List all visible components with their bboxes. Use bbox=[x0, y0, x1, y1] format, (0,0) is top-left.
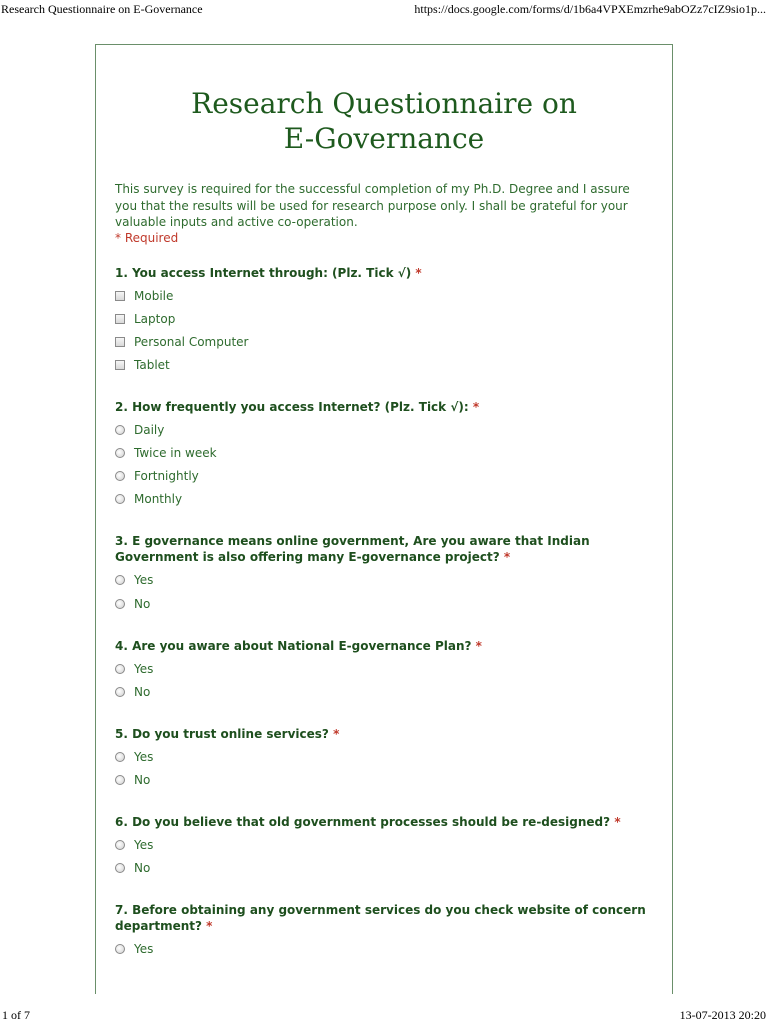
radio-button[interactable] bbox=[115, 575, 125, 585]
option-label: Laptop bbox=[134, 312, 176, 326]
radio-button[interactable] bbox=[115, 752, 125, 762]
q4-option-yes[interactable] bbox=[115, 660, 153, 678]
form-title-line-1: Research Questionnaire on bbox=[191, 87, 577, 120]
checkbox[interactable] bbox=[115, 314, 125, 324]
form-description: This survey is required for the successful completion of my Ph.D. Degree and I assure you that the results will be used for research purpose only. I shall be grateful for your valuable inputs and active co-operation. bbox=[115, 182, 630, 229]
radio-button[interactable] bbox=[115, 425, 125, 435]
option-label: Mobile bbox=[134, 289, 174, 303]
q1-option-tablet[interactable] bbox=[115, 356, 170, 374]
q3-option-yes[interactable] bbox=[115, 571, 153, 589]
question-5 bbox=[115, 726, 655, 742]
radio-button[interactable] bbox=[115, 775, 125, 785]
q2-option-twice-in-week[interactable] bbox=[115, 444, 217, 462]
question-5-text: 5. Do you trust online services? bbox=[115, 727, 329, 741]
print-datetime: 13-07-2013 20:20 bbox=[679, 1008, 766, 1022]
checkbox[interactable] bbox=[115, 337, 125, 347]
q2-option-fortnightly[interactable] bbox=[115, 467, 199, 485]
question-7-text: 7. Before obtaining any government services do you check website of concern department? bbox=[115, 903, 646, 933]
q6-option-no[interactable] bbox=[115, 859, 150, 877]
page-number: 1 of 7 bbox=[2, 1008, 30, 1022]
required-star: * bbox=[472, 400, 480, 414]
form-card bbox=[95, 44, 673, 994]
radio-button[interactable] bbox=[115, 863, 125, 873]
print-footer bbox=[0, 1008, 768, 1024]
option-label: Daily bbox=[134, 423, 165, 437]
checkbox[interactable] bbox=[115, 360, 125, 370]
q6-option-yes[interactable] bbox=[115, 836, 153, 854]
q1-option-mobile[interactable] bbox=[115, 287, 173, 305]
required-star: * bbox=[503, 550, 511, 564]
q3-option-no[interactable] bbox=[115, 595, 150, 613]
radio-button[interactable] bbox=[115, 471, 125, 481]
print-header bbox=[0, 0, 768, 18]
question-6-text: 6. Do you believe that old government processes should be re-designed? bbox=[115, 815, 611, 829]
form-title bbox=[96, 86, 672, 156]
form-title-line-2: E-Governance bbox=[283, 122, 485, 155]
required-star: * bbox=[206, 919, 213, 933]
q7-option-yes[interactable] bbox=[115, 940, 153, 958]
q1-option-laptop[interactable] bbox=[115, 310, 175, 328]
required-star: * bbox=[614, 815, 621, 829]
question-6 bbox=[115, 814, 655, 830]
question-2-text: 2. How frequently you access Internet? (Plz. Tick √): bbox=[115, 400, 469, 414]
question-1-text: 1. You access Internet through: (Plz. Tick √) bbox=[115, 266, 412, 280]
question-3 bbox=[115, 533, 655, 565]
option-label: Tablet bbox=[134, 358, 170, 372]
option-label: Yes bbox=[134, 838, 154, 852]
radio-button[interactable] bbox=[115, 664, 125, 674]
question-1 bbox=[115, 265, 655, 281]
question-7 bbox=[115, 902, 655, 934]
q2-option-monthly[interactable] bbox=[115, 490, 182, 508]
required-note: * Required bbox=[115, 231, 179, 245]
radio-button[interactable] bbox=[115, 448, 125, 458]
option-label: No bbox=[134, 773, 151, 787]
q2-option-daily[interactable] bbox=[115, 421, 164, 439]
option-label: No bbox=[134, 685, 151, 699]
option-label: Yes bbox=[134, 573, 154, 587]
question-4-text: 4. Are you aware about National E-governance Plan? bbox=[115, 639, 472, 653]
question-3-text: 3. E governance means online government, Are you aware that Indian Government is also offering many E-governance project? bbox=[115, 534, 590, 564]
print-header-url: https://docs.google.com/forms/d/1b6a4VPXEmzrhe9abOZz7cIZ9sio1p... bbox=[414, 2, 766, 16]
option-label: Twice in week bbox=[134, 446, 217, 460]
required-star: * bbox=[475, 639, 482, 653]
q5-option-no[interactable] bbox=[115, 771, 150, 789]
radio-button[interactable] bbox=[115, 494, 125, 504]
option-label: Yes bbox=[134, 662, 154, 676]
q5-option-yes[interactable] bbox=[115, 748, 153, 766]
required-star: * bbox=[415, 266, 422, 280]
radio-button[interactable] bbox=[115, 840, 125, 850]
q1-option-personal-computer[interactable] bbox=[115, 333, 248, 351]
radio-button[interactable] bbox=[115, 687, 125, 697]
question-4 bbox=[115, 638, 655, 654]
option-label: Personal Computer bbox=[134, 335, 249, 349]
q4-option-no[interactable] bbox=[115, 683, 150, 701]
checkbox[interactable] bbox=[115, 291, 125, 301]
print-header-title: Research Questionnaire on E-Governance bbox=[1, 2, 203, 16]
radio-button[interactable] bbox=[115, 599, 125, 609]
option-label: Fortnightly bbox=[134, 469, 199, 483]
option-label: Yes bbox=[134, 942, 154, 956]
question-2 bbox=[115, 399, 655, 415]
radio-button[interactable] bbox=[115, 944, 125, 954]
required-star: * bbox=[333, 727, 340, 741]
option-label: No bbox=[134, 597, 151, 611]
option-label: No bbox=[134, 861, 151, 875]
option-label: Yes bbox=[134, 750, 154, 764]
option-label: Monthly bbox=[134, 492, 183, 506]
